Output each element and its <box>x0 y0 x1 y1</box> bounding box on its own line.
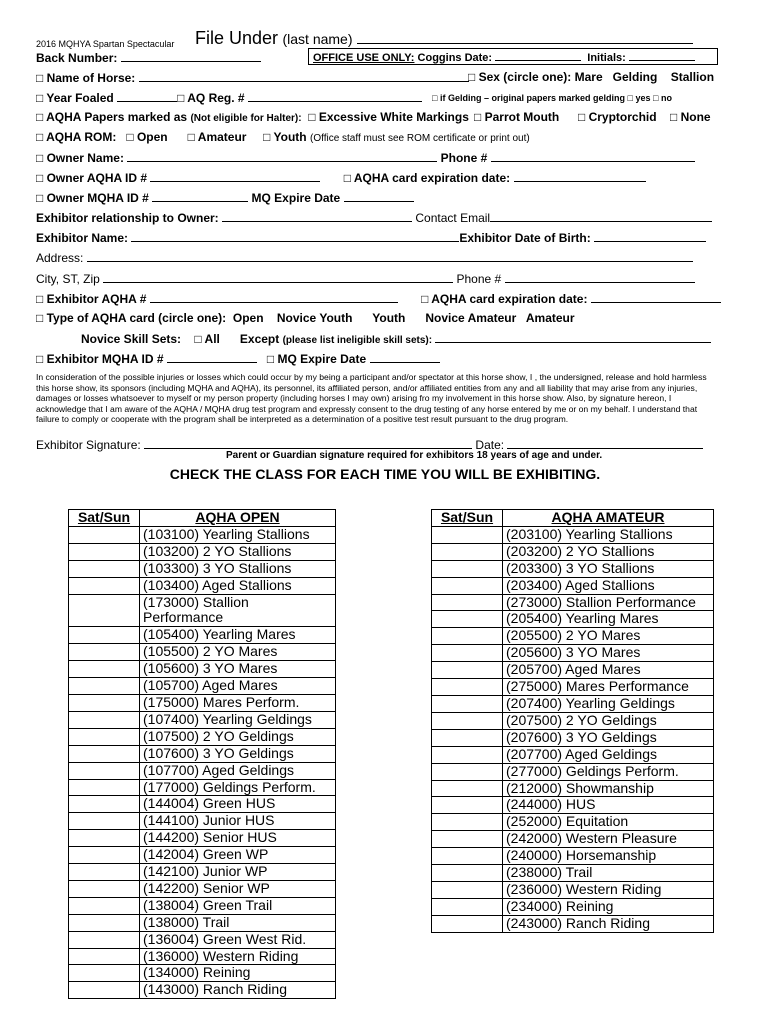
class-name-cell: (203300) 3 YO Stallions <box>503 560 714 577</box>
table-row <box>69 678 336 695</box>
class-check-cell[interactable] <box>432 560 503 577</box>
table-row <box>432 695 714 712</box>
class-check-cell[interactable] <box>69 982 140 999</box>
contact-email-field[interactable] <box>490 210 712 222</box>
table-row <box>69 914 336 931</box>
table-row <box>69 745 336 762</box>
class-name-cell: (242000) Western Pleasure <box>503 831 714 848</box>
class-check-cell[interactable] <box>432 662 503 679</box>
table-row <box>69 661 336 678</box>
table-row <box>432 746 714 763</box>
class-name-cell: (205600) 3 YO Mares <box>503 645 714 662</box>
skill-except-label: Except <box>239 332 280 346</box>
class-name-cell: (240000) Horsemanship <box>503 848 714 865</box>
rom-amateur-checkbox[interactable]: □ <box>187 130 195 144</box>
exhibitor-aqha-field[interactable] <box>150 291 398 303</box>
rom-youth-checkbox[interactable]: □ <box>263 130 271 144</box>
sex-checkbox[interactable]: □ <box>468 70 476 84</box>
table-row <box>69 796 336 813</box>
aq-reg-field[interactable] <box>248 90 422 102</box>
class-name-cell: (275000) Mares Performance <box>503 679 714 696</box>
table-row <box>432 780 714 797</box>
owner-card-exp-field[interactable] <box>514 170 646 182</box>
papers-marked-label: AQHA Papers marked as <box>46 110 188 124</box>
card-novice-youth[interactable]: Novice Youth <box>276 311 353 325</box>
papers-marked-row <box>36 110 469 124</box>
initials-field[interactable] <box>629 49 695 61</box>
table-row <box>69 779 336 796</box>
aqha-rom-row <box>36 130 530 144</box>
class-check-cell[interactable] <box>432 594 503 611</box>
cryptorchid-checkbox[interactable]: □ <box>578 110 586 124</box>
table-row <box>432 577 714 594</box>
table-row <box>432 662 714 679</box>
class-name-cell: (238000) Trail <box>503 865 714 882</box>
table-row <box>432 645 714 662</box>
year-foaled-label: Year Foaled <box>46 91 114 105</box>
class-check-cell[interactable] <box>69 965 140 982</box>
class-check-cell[interactable] <box>432 695 503 712</box>
class-name-cell: (207400) Yearling Geldings <box>503 695 714 712</box>
table-header-row <box>432 510 714 527</box>
class-check-cell[interactable] <box>69 678 140 695</box>
class-name-cell: (103300) 3 YO Stallions <box>140 560 336 577</box>
exhibitor-aqha-checkbox[interactable]: □ <box>36 292 44 306</box>
rom-checkbox[interactable]: □ <box>36 130 44 144</box>
table-row <box>432 526 714 543</box>
class-check-cell[interactable] <box>432 645 503 662</box>
gelding-papers-label: if Gelding – original papers marked gelding <box>439 93 625 103</box>
year-foaled-checkbox[interactable]: □ <box>36 91 44 105</box>
file-under-text: File Under <box>195 28 279 48</box>
back-number-row <box>36 50 261 65</box>
exhibitor-mqha-label: Exhibitor MQHA ID # <box>46 352 164 366</box>
aqha-amateur-table <box>431 509 714 933</box>
class-check-cell[interactable] <box>69 880 140 897</box>
table-row <box>69 728 336 745</box>
class-name-cell: (203200) 2 YO Stallions <box>503 543 714 560</box>
event-title: 2016 MQHYA Spartan Spectacular <box>36 39 175 49</box>
year-foaled-row <box>36 90 422 105</box>
skill-except-field[interactable] <box>435 331 711 343</box>
card-type-row <box>36 311 575 325</box>
table-header-row <box>69 510 336 527</box>
class-name-cell: (103100) Yearling Stallions <box>140 526 336 543</box>
class-name-cell: (103400) Aged Stallions <box>140 577 336 594</box>
table-row <box>69 931 336 948</box>
check-class-heading: CHECK THE CLASS FOR EACH TIME YOU WILL BE EXHIBITING. <box>169 466 601 482</box>
coggins-date-label: Coggins Date: <box>417 52 493 64</box>
class-check-cell[interactable] <box>432 611 503 628</box>
exhibitor-name-field[interactable] <box>131 230 459 242</box>
file-under-sub: (last name) <box>282 31 353 47</box>
table-row <box>69 627 336 644</box>
address-field[interactable] <box>87 250 693 262</box>
skill-all-label: All <box>204 332 220 346</box>
papers-checkbox[interactable]: □ <box>36 110 44 124</box>
class-check-cell[interactable] <box>432 729 503 746</box>
table-row <box>432 848 714 865</box>
sex-stallion[interactable]: Stallion <box>670 70 715 84</box>
table-row <box>432 712 714 729</box>
none-checkbox[interactable]: □ <box>670 110 678 124</box>
contact-email-label: Contact Email <box>415 211 491 225</box>
class-check-cell[interactable] <box>432 780 503 797</box>
gelding-yes-checkbox[interactable]: □ <box>627 93 633 103</box>
owner-card-exp-label: AQHA card expiration date: <box>353 171 511 185</box>
rom-amateur-label: Amateur <box>197 130 247 144</box>
class-name-cell: (138000) Trail <box>140 914 336 931</box>
table-row <box>432 763 714 780</box>
class-check-cell[interactable] <box>432 814 503 831</box>
city-field[interactable] <box>103 271 453 283</box>
class-name-cell: (134000) Reining <box>140 965 336 982</box>
release-text: In consideration of the possible injuries or losses which could occur by my being a participant and/or spectator at this horse show, I , the undersigned, release and hold harmless this horse show, its sponsors (including MQHA and AQHA), its personnel, its affiliated person, and/or affiliated entities from any and all liability that may arise from any injuries, damages or losses whatsoever to myself or my person property (including horses I may own) arising fro my involvement in this horse show. Also, by signature hereon, I acknowledge that I am aware of the AQHA / MQHA drug test program and expressly consent to the drug testing of any horse entered by me or on my behalf. I understand that failure to comply or cooperate with the program shall be interpreted as a determination of a positive test result pursuant to the drug program. <box>36 372 707 425</box>
table-row <box>69 762 336 779</box>
class-name-cell: (142100) Junior WP <box>140 864 336 881</box>
card-type-checkbox[interactable]: □ <box>36 311 44 325</box>
class-check-cell[interactable] <box>69 864 140 881</box>
card-youth[interactable]: Youth <box>372 311 406 325</box>
class-check-cell[interactable] <box>432 577 503 594</box>
owner-aqha-field[interactable] <box>150 170 320 182</box>
table-row <box>69 897 336 914</box>
exhibitor-name-label: Exhibitor Name: <box>36 231 129 245</box>
class-check-cell[interactable] <box>432 712 503 729</box>
office-use-box <box>308 48 718 65</box>
owner-name-field[interactable] <box>127 150 437 162</box>
owner-mqha-field[interactable] <box>152 190 248 202</box>
open-col-class: AQHA OPEN <box>140 510 336 527</box>
rom-label: AQHA ROM: <box>46 130 117 144</box>
owner-aqha-checkbox[interactable]: □ <box>36 171 44 185</box>
table-row <box>432 729 714 746</box>
table-row <box>69 830 336 847</box>
excessive-white-label: Excessive White Markings <box>318 110 469 124</box>
class-name-cell: (105600) 3 YO Mares <box>140 661 336 678</box>
back-number-label: Back Number: <box>36 51 118 65</box>
rom-youth-label: Youth <box>273 130 307 144</box>
horse-name-label: Name of Horse: <box>46 71 136 85</box>
horse-name-field[interactable] <box>139 70 469 82</box>
exhibitor-dob-label: Exhibitor Date of Birth: <box>459 231 591 245</box>
owner-phone-label: Phone # <box>440 151 488 165</box>
class-check-cell[interactable] <box>69 762 140 779</box>
office-use-label: OFFICE USE ONLY: <box>313 52 415 64</box>
class-check-cell[interactable] <box>69 948 140 965</box>
relationship-label: Exhibitor relationship to Owner: <box>36 211 219 225</box>
owner-mq-expire-field[interactable] <box>344 190 414 202</box>
signature-date-label: Date: <box>475 438 505 452</box>
class-check-cell[interactable] <box>69 813 140 830</box>
table-row <box>69 948 336 965</box>
card-novice-amateur[interactable]: Novice Amateur <box>425 311 517 325</box>
last-name-field[interactable] <box>357 32 693 44</box>
table-row <box>432 628 714 645</box>
rom-open-checkbox[interactable]: □ <box>126 130 134 144</box>
card-amateur[interactable]: Amateur <box>525 311 575 325</box>
card-type-label: Type of AQHA card (circle one): <box>46 311 227 325</box>
signature-field[interactable] <box>144 437 472 449</box>
class-check-cell[interactable] <box>69 694 140 711</box>
gelding-no-checkbox[interactable]: □ <box>653 93 659 103</box>
skill-except-note: (please list ineligible skill sets): <box>282 335 433 346</box>
class-check-cell[interactable] <box>69 711 140 728</box>
class-name-cell: (136004) Green West Rid. <box>140 931 336 948</box>
owner-name-label: Owner Name: <box>46 151 124 165</box>
excessive-white-checkbox[interactable]: □ <box>308 110 316 124</box>
table-row <box>432 679 714 696</box>
table-row <box>69 965 336 982</box>
year-foaled-field[interactable] <box>117 90 177 102</box>
class-check-cell[interactable] <box>432 543 503 560</box>
gelding-no-label: no <box>660 93 672 103</box>
exhibitor-card-exp-checkbox[interactable]: □ <box>421 292 429 306</box>
amateur-col-satsun: Sat/Sun <box>432 510 503 527</box>
parent-note: Parent or Guardian signature required for exhibitors 18 years of age and under. <box>226 450 603 461</box>
class-name-cell: (252000) Equitation <box>503 814 714 831</box>
exhibitor-mqha-row <box>36 351 440 366</box>
skill-all-checkbox[interactable]: □ <box>194 332 202 346</box>
class-check-cell[interactable] <box>432 628 503 645</box>
class-check-cell[interactable] <box>432 848 503 865</box>
gelding-yes-label: yes <box>635 93 651 103</box>
horse-name-row <box>36 70 469 85</box>
table-row <box>69 577 336 594</box>
class-check-cell[interactable] <box>69 627 140 644</box>
class-name-cell: (212000) Showmanship <box>503 780 714 797</box>
cryptorchid-option <box>578 110 657 124</box>
table-row <box>432 881 714 898</box>
class-name-cell: (236000) Western Riding <box>503 881 714 898</box>
owner-mqha-row <box>36 190 414 205</box>
class-name-cell: (175000) Mares Perform. <box>140 694 336 711</box>
rom-open-label: Open <box>136 130 168 144</box>
file-under-label <box>195 28 693 49</box>
class-name-cell: (144004) Green HUS <box>140 796 336 813</box>
table-row <box>69 813 336 830</box>
table-row <box>69 864 336 881</box>
class-check-cell[interactable] <box>69 830 140 847</box>
table-row <box>69 694 336 711</box>
cryptorchid-label: Cryptorchid <box>588 110 657 124</box>
owner-mqha-label: Owner MQHA ID # <box>46 191 149 205</box>
table-row <box>69 982 336 999</box>
table-row <box>69 560 336 577</box>
class-check-cell[interactable] <box>432 763 503 780</box>
class-name-cell: (105500) 2 YO Mares <box>140 644 336 661</box>
card-open[interactable]: Open <box>232 311 264 325</box>
class-check-cell[interactable] <box>432 915 503 932</box>
class-name-cell: (205700) Aged Mares <box>503 662 714 679</box>
owner-aqha-row <box>36 170 646 185</box>
parrot-mouth-option <box>474 110 559 124</box>
aqha-open-table <box>68 509 336 999</box>
table-row <box>69 880 336 897</box>
table-row <box>69 847 336 864</box>
exhibitor-mqha-checkbox[interactable]: □ <box>36 352 44 366</box>
class-check-cell[interactable] <box>69 577 140 594</box>
exhibitor-mqha-field[interactable] <box>167 351 257 363</box>
class-check-cell[interactable] <box>69 914 140 931</box>
class-name-cell: (107600) 3 YO Geldings <box>140 745 336 762</box>
owner-name-row <box>36 150 695 165</box>
class-name-cell: (105400) Yearling Mares <box>140 627 336 644</box>
exhibitor-aqha-row <box>36 291 721 306</box>
class-name-cell: (136000) Western Riding <box>140 948 336 965</box>
class-name-cell: (143000) Ranch Riding <box>140 982 336 999</box>
class-check-cell[interactable] <box>432 679 503 696</box>
class-name-cell: (205400) Yearling Mares <box>503 611 714 628</box>
class-check-cell[interactable] <box>69 779 140 796</box>
class-name-cell: (105700) Aged Mares <box>140 678 336 695</box>
aq-reg-checkbox[interactable]: □ <box>177 91 185 105</box>
class-check-cell[interactable] <box>69 745 140 762</box>
skill-sets-label: Novice Skill Sets: <box>81 332 182 346</box>
sex-row <box>468 70 714 84</box>
table-row <box>432 560 714 577</box>
class-check-cell[interactable] <box>69 661 140 678</box>
amateur-table-body <box>432 526 714 932</box>
open-table-body <box>69 526 336 998</box>
class-check-cell[interactable] <box>432 898 503 915</box>
gelding-checkbox[interactable]: □ <box>432 93 438 103</box>
class-name-cell: (273000) Stallion Performance <box>503 594 714 611</box>
exhibitor-aqha-label: Exhibitor AQHA # <box>46 292 147 306</box>
gelding-papers-row <box>432 93 672 103</box>
class-check-cell[interactable] <box>69 526 140 543</box>
class-check-cell[interactable] <box>432 831 503 848</box>
table-row <box>432 831 714 848</box>
owner-mq-expire-label: MQ Expire Date <box>251 191 341 205</box>
exhibitor-phone-field[interactable] <box>505 271 695 283</box>
signature-label: Exhibitor Signature: <box>36 438 141 452</box>
exhibitor-phone-label: Phone # <box>456 272 502 286</box>
exhibitor-card-exp-label: AQHA card expiration date: <box>431 292 588 306</box>
exhibitor-dob-field[interactable] <box>594 230 706 242</box>
class-name-cell: (205500) 2 YO Mares <box>503 628 714 645</box>
class-check-cell[interactable] <box>69 560 140 577</box>
class-name-cell: (207500) 2 YO Geldings <box>503 712 714 729</box>
class-check-cell[interactable] <box>69 543 140 560</box>
horse-name-checkbox[interactable]: □ <box>36 71 44 85</box>
sex-mare[interactable]: Mare <box>574 70 603 84</box>
rom-note: (Office staff must see ROM certificate or print out) <box>309 133 530 144</box>
table-row <box>432 898 714 915</box>
aq-reg-label: AQ Reg. # <box>187 91 245 105</box>
table-row <box>432 594 714 611</box>
table-row <box>69 594 336 627</box>
class-name-cell: (203400) Aged Stallions <box>503 577 714 594</box>
not-eligible-note: (Not eligible for Halter): <box>190 113 302 124</box>
address-row <box>36 250 693 265</box>
class-name-cell: (107700) Aged Geldings <box>140 762 336 779</box>
table-row <box>69 543 336 560</box>
class-name-cell: (207600) 3 YO Geldings <box>503 729 714 746</box>
amateur-col-class: AQHA AMATEUR <box>503 510 714 527</box>
none-label: None <box>680 110 711 124</box>
exhibitor-mq-expire-field[interactable] <box>370 351 440 363</box>
parrot-mouth-label: Parrot Mouth <box>484 110 560 124</box>
sex-gelding[interactable]: Gelding <box>612 70 658 84</box>
class-check-cell[interactable] <box>69 594 140 627</box>
relationship-field[interactable] <box>222 210 412 222</box>
owner-mqha-checkbox[interactable]: □ <box>36 191 44 205</box>
parrot-mouth-checkbox[interactable]: □ <box>474 110 482 124</box>
coggins-date-field[interactable] <box>495 49 581 61</box>
none-option <box>670 110 711 124</box>
class-check-cell[interactable] <box>432 881 503 898</box>
class-check-cell[interactable] <box>432 797 503 814</box>
signature-date-field[interactable] <box>507 437 703 449</box>
class-name-cell: (277000) Geldings Perform. <box>503 763 714 780</box>
class-name-cell: (177000) Geldings Perform. <box>140 779 336 796</box>
class-name-cell: (142200) Senior WP <box>140 880 336 897</box>
exhibitor-mq-expire-label: MQ Expire Date <box>277 352 367 366</box>
class-check-cell[interactable] <box>69 728 140 745</box>
table-row <box>69 644 336 661</box>
table-row <box>432 611 714 628</box>
class-name-cell: (203100) Yearling Stallions <box>503 526 714 543</box>
class-name-cell: (243000) Ranch Riding <box>503 915 714 932</box>
class-name-cell: (207700) Aged Geldings <box>503 746 714 763</box>
class-name-cell: (244000) HUS <box>503 797 714 814</box>
class-name-cell: (144200) Senior HUS <box>140 830 336 847</box>
class-check-cell[interactable] <box>69 644 140 661</box>
table-row <box>432 915 714 932</box>
class-check-cell[interactable] <box>69 796 140 813</box>
class-check-cell[interactable] <box>69 931 140 948</box>
class-name-cell: (107400) Yearling Geldings <box>140 711 336 728</box>
table-row <box>432 543 714 560</box>
class-name-cell: (173000) Stallion Performance <box>140 594 336 627</box>
class-name-cell: (103200) 2 YO Stallions <box>140 543 336 560</box>
class-check-cell[interactable] <box>432 746 503 763</box>
table-row <box>432 814 714 831</box>
table-row <box>69 526 336 543</box>
table-row <box>432 797 714 814</box>
class-name-cell: (142004) Green WP <box>140 847 336 864</box>
class-name-cell: (234000) Reining <box>503 898 714 915</box>
exhibitor-name-row <box>36 230 706 245</box>
owner-phone-field[interactable] <box>491 150 695 162</box>
class-check-cell[interactable] <box>432 526 503 543</box>
exhibitor-mq-expire-checkbox[interactable]: □ <box>266 352 275 366</box>
initials-label: Initials: <box>587 52 626 64</box>
address-label: Address: <box>36 251 84 265</box>
owner-aqha-label: Owner AQHA ID # <box>46 171 148 185</box>
open-col-satsun: Sat/Sun <box>69 510 140 527</box>
table-row <box>69 711 336 728</box>
class-check-cell[interactable] <box>69 897 140 914</box>
city-label: City, ST, Zip <box>36 272 100 286</box>
skill-sets-row <box>81 331 711 346</box>
class-check-cell[interactable] <box>69 847 140 864</box>
owner-card-exp-checkbox[interactable]: □ <box>343 171 351 185</box>
sex-label: Sex (circle one): <box>478 70 572 84</box>
class-name-cell: (138004) Green Trail <box>140 897 336 914</box>
owner-name-checkbox[interactable]: □ <box>36 151 44 165</box>
relationship-row <box>36 210 712 225</box>
back-number-field[interactable] <box>121 50 261 62</box>
city-row <box>36 271 695 286</box>
class-name-cell: (144100) Junior HUS <box>140 813 336 830</box>
class-check-cell[interactable] <box>432 865 503 882</box>
class-name-cell: (107500) 2 YO Geldings <box>140 728 336 745</box>
table-row <box>432 865 714 882</box>
exhibitor-card-exp-field[interactable] <box>591 291 721 303</box>
